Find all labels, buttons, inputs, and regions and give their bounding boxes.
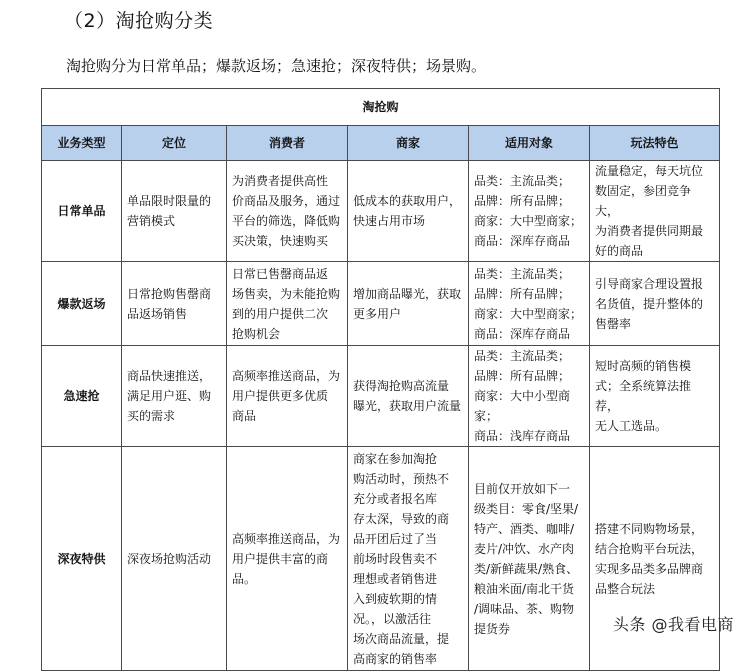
cell-consumer: 高频率推送商品，为 用户提供丰富的商 品。 — [227, 447, 348, 671]
table-row — [42, 346, 720, 447]
cell-merchant: 增加商品曝光，获取 更多用户 — [348, 262, 469, 346]
cell-target: 品类：主流品类； 品牌：所有品牌； 商家：大中型商家； 商品：深库存商品 — [469, 161, 590, 262]
cell-position: 单品限时限量的 营销模式 — [122, 161, 227, 262]
row-type: 深夜特供 — [42, 447, 122, 671]
cell-feature: 搭建不同购物场景， 结合抢购平台玩法， 实现多品类多品牌商 品整合玩法 — [590, 447, 720, 671]
table-header-row — [42, 126, 720, 161]
cell-position: 日常抢购售罄商 品返场销售 — [122, 262, 227, 346]
intro-text: 淘抢购分为日常单品；爆款返场；急速抢；深夜特供；场景购。 — [66, 57, 487, 75]
watermark-text: 头条 @我看电商 — [612, 615, 734, 634]
category-table — [41, 88, 720, 671]
cell-position: 深夜场抢购活动 — [122, 447, 227, 671]
cell-consumer: 高频率推送商品，为 用户提供更多优质 商品 — [227, 346, 348, 447]
row-type: 日常单品 — [42, 161, 122, 262]
cell-consumer: 为消费者提供高性 价商品及服务，通过 平台的筛选，降低购 买决策，快速购买 — [227, 161, 348, 262]
cell-feature: 短时高频的销售模 式；全系统算法推荐， 无人工选品。 — [590, 346, 720, 447]
table-row — [42, 447, 720, 671]
cell-feature: 引导商家合理设置报 名货值，提升整体的 售罄率 — [590, 262, 720, 346]
table-row — [42, 161, 720, 262]
column-header: 消费者 — [227, 126, 348, 161]
cell-target: 品类：主流品类； 品牌：所有品牌； 商家：大中型商家； 商品：深库存商品 — [469, 262, 590, 346]
column-header: 玩法特色 — [590, 126, 720, 161]
cell-merchant: 获得淘抢购高流量 曝光，获取用户流量 — [348, 346, 469, 447]
table-row — [42, 262, 720, 346]
cell-target: 品类：主流品类； 品牌：所有品牌； 商家：大中小型商 家； 商品：浅库存商品 — [469, 346, 590, 447]
cell-target: 目前仅开放如下一 级类目：零食/坚果/ 特产、酒类、咖啡/ 麦片/冲饮、水产肉 类/新鲜蔬果/熟食、 粮油米面/南北干货 /调味品、茶、购物 提货券 — [469, 447, 590, 671]
cell-feature: 流量稳定，每天坑位 数固定，参团竞争大， 为消费者提供同期最 好的商品 — [590, 161, 720, 262]
cell-merchant: 低成本的获取用户， 快速占用市场 — [348, 161, 469, 262]
section-heading: （2）淘抢购分类 — [64, 10, 214, 32]
row-type: 急速抢 — [42, 346, 122, 447]
column-header: 商家 — [348, 126, 469, 161]
table-caption: 淘抢购 — [42, 89, 720, 126]
cell-consumer: 日常已售罄商品返 场售卖，为未能抢购 到的用户提供二次 抢购机会 — [227, 262, 348, 346]
column-header: 适用对象 — [469, 126, 590, 161]
row-type: 爆款返场 — [42, 262, 122, 346]
cell-position: 商品快速推送， 满足用户逛、购 买的需求 — [122, 346, 227, 447]
column-header: 定位 — [122, 126, 227, 161]
column-header: 业务类型 — [42, 126, 122, 161]
cell-merchant: 商家在参加淘抢 购活动时，预热不 充分或者报名库 存太深，导致的商 品开团后过了当 前场时段售卖不 理想或者销售进 入到疲软期的情 况。，以激活往 场次商品流量，提 高商家的销售率 — [348, 447, 469, 671]
